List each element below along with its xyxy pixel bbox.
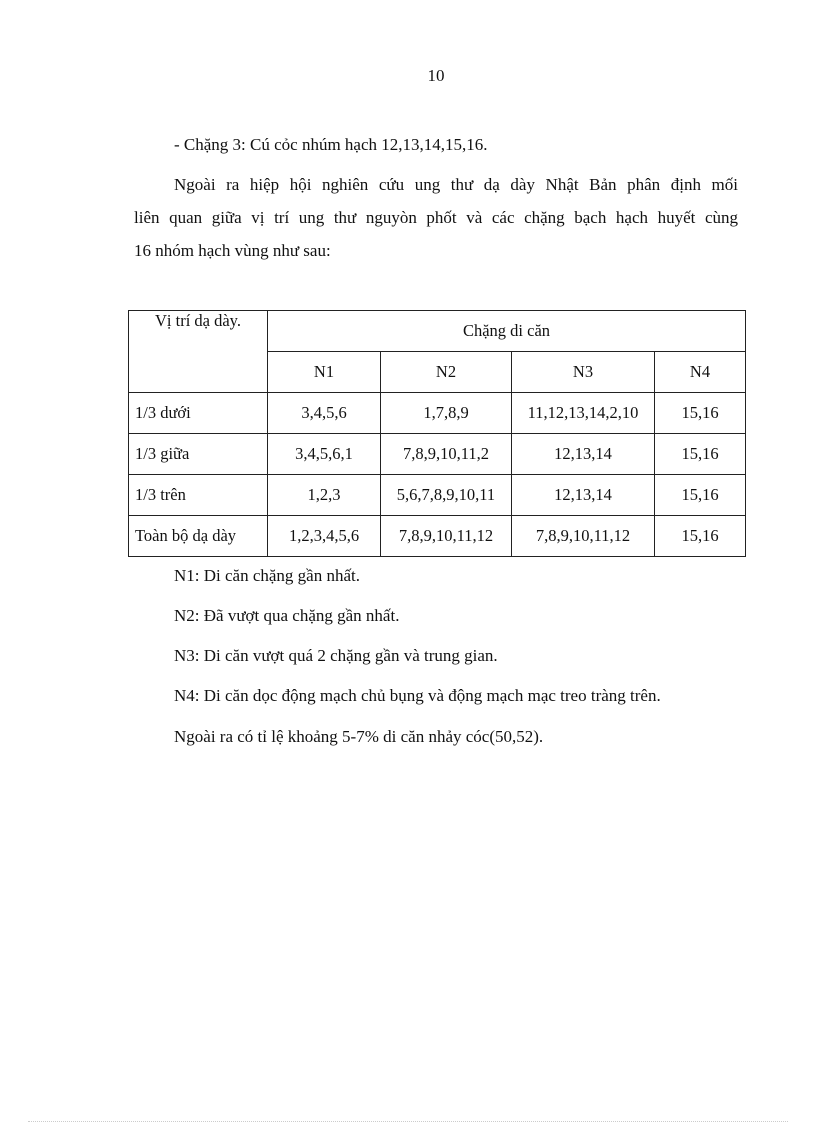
cell-site: 1/3 trên	[129, 475, 268, 516]
note-n3: N3: Di căn vượt quá 2 chặng gần và trung gian.	[174, 646, 498, 665]
cell-site: 1/3 giữa	[129, 434, 268, 475]
cell-n2: 5,6,7,8,9,10,11	[381, 475, 512, 516]
cell-n2: 7,8,9,10,11,2	[381, 434, 512, 475]
table-row	[129, 516, 746, 557]
table-header-row	[129, 311, 746, 352]
cell-n4: 15,16	[655, 475, 746, 516]
note-n2: N2: Đã vượt qua chặng gần nhất.	[174, 606, 400, 625]
cell-n1: 3,4,5,6	[268, 393, 381, 434]
cell-n3: 12,13,14	[512, 434, 655, 475]
cell-n3: 7,8,9,10,11,12	[512, 516, 655, 557]
cell-site: Toàn bộ dạ dày	[129, 516, 268, 557]
stage-3-line: - Chặng 3: Cú cỏc nhúm hạch 12,13,14,15,16.	[174, 135, 488, 154]
subheader-n2: N2	[381, 352, 512, 393]
header-group: Chặng di căn	[268, 311, 746, 352]
cell-n1: 1,2,3	[268, 475, 381, 516]
table-row	[129, 475, 746, 516]
cell-n4: 15,16	[655, 393, 746, 434]
cell-site: 1/3 dưới	[129, 393, 268, 434]
page-number: 10	[427, 66, 445, 85]
table-row	[129, 434, 746, 475]
cell-n4: 15,16	[655, 434, 746, 475]
intro-line-2: liên quan giữa vị trí ung thư nguyòn phốt và các chặng bạch hạch huyết cùng	[134, 208, 738, 227]
cell-n3: 11,12,13,14,2,10	[512, 393, 655, 434]
subheader-n1: N1	[268, 352, 381, 393]
cell-n3: 12,13,14	[512, 475, 655, 516]
table-row	[129, 393, 746, 434]
cell-n4: 15,16	[655, 516, 746, 557]
header-site: Vị trí dạ dày.	[129, 311, 268, 393]
cell-n2: 7,8,9,10,11,12	[381, 516, 512, 557]
note-n1: N1: Di căn chặng gần nhất.	[174, 566, 360, 585]
subheader-n3: N3	[512, 352, 655, 393]
note-extra: Ngoài ra có tỉ lệ khoảng 5-7% di căn nhảy cóc(50,52).	[174, 727, 544, 746]
intro-line-1: Ngoài ra hiệp hội nghiên cứu ung thư dạ dày Nhật Bản phân định mối	[174, 175, 738, 194]
subheader-n4: N4	[655, 352, 746, 393]
cell-n1: 3,4,5,6,1	[268, 434, 381, 475]
cell-n2: 1,7,8,9	[381, 393, 512, 434]
page-bottom-divider	[28, 1121, 788, 1122]
metastasis-table	[128, 310, 746, 557]
note-n4: N4: Di căn dọc động mạch chủ bụng và động mạch mạc treo tràng trên.	[174, 686, 661, 705]
cell-n1: 1,2,3,4,5,6	[268, 516, 381, 557]
intro-line-3: 16 nhóm hạch vùng như sau:	[134, 241, 331, 260]
